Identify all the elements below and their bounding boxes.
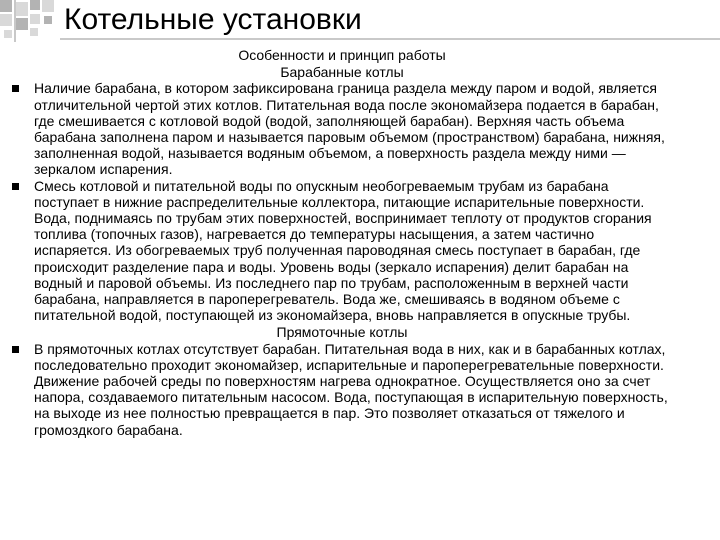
slide-title: Котельные установки xyxy=(64,3,362,36)
section-heading-once-through-boilers: Прямоточные котлы xyxy=(276,324,408,341)
bullet-text: Смесь котловой и питательной воды по опускным необогреваемым трубам из барабана поступает в нижние распределительные коллектора, питающие испарительные поверхности. Вода, поднимаясь по трубам этих поверхностей, воспринимает теплоту от продуктов сгорания топлива (топочных газов), нагревается до температуры насыщения, а затем частично испаряется. Из обогреваемых труб полученная пароводяная смесь поступает в барабан, где происходит разделение пара и воды. Уровень воды (зеркало испарения) делит барабан на водный и паровой объемы. Из последнего пар по трубам, расположенным в верхней части барабана, направляется в пароперегреватель. Вода же, смешиваясь в водяном объеме с питательной водой, поступающей из экономайзера, вновь направляется в опускные трубы. xyxy=(34,177,652,324)
subtitle: Особенности и принцип работы xyxy=(238,47,446,63)
decor-square xyxy=(44,16,52,24)
bullet-item xyxy=(12,341,672,438)
decor-square xyxy=(4,30,12,38)
bullet-square-icon xyxy=(12,346,19,353)
section-heading-drum-boilers: Барабанные котлы xyxy=(280,64,404,81)
slide-body xyxy=(12,44,672,438)
bullet-square-icon xyxy=(12,85,19,92)
bullet-text: В прямоточных котлах отсутствует барабан. Питательная вода в них, как и в барабанных котлах, последовательно проходит экономайзер, испарительные и пароперегревательные поверхности. Движение рабочей среды по поверхностям нагрева однократное. Осуществляется оно за счет напора, создаваемого питательным насосом. Вода, поступающая в испарительную поверхность, на выходе из нее полностью превращается в пар. Это позволяет отказаться от тяжелого и громоздкого барабана. xyxy=(34,340,668,438)
decor-square xyxy=(30,28,38,36)
bullet-text: Наличие барабана, в котором зафиксирована граница раздела между паром и водой, является отличительной чертой этих котлов. Питательная вода после экономайзера подается в барабан, где смешивается с котловой водой (водой, заполняющей барабан). Верхняя часть объема барабана заполнена паром и называется паровым объемом (пространством) барабана, нижняя, заполненная водой, называется водяным объемом, а поверхность раздела между ними — зеркалом испарения. xyxy=(34,80,665,178)
bullet-item xyxy=(12,80,672,177)
decor-square xyxy=(0,0,12,12)
decor-square xyxy=(16,18,28,30)
decor-square xyxy=(42,0,54,12)
decor-square xyxy=(30,14,40,24)
decor-square xyxy=(30,0,40,10)
bullet-item xyxy=(12,178,672,324)
decor-line xyxy=(14,0,16,42)
decor-square xyxy=(14,2,28,16)
title-divider xyxy=(60,38,720,40)
bullet-square-icon xyxy=(12,183,19,190)
decor-square xyxy=(0,14,12,26)
